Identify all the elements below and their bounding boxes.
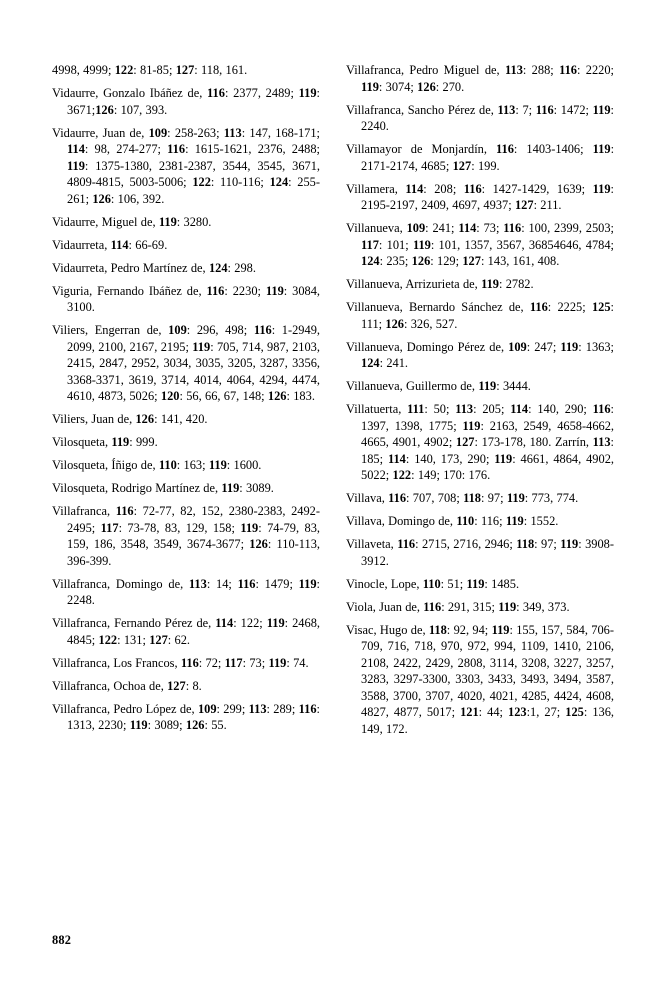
index-entry: Vidaurre, Miguel de, 119: 3280. — [52, 214, 212, 229]
index-entry: Villamera, 114: 208; 116: 1427-1429, 1639; 119: 2195-2197, 2409, 4697, 4937; 127: 211. — [346, 181, 614, 212]
index-entry: Villanueva, Bernardo Sánchez de, 116: 2225; 125: 111; 126: 326, 527. — [346, 300, 614, 331]
index-entry: Vidaurre, Juan de, 109: 258-263; 113: 147, 168-171; 114: 98, 274-277; 116: 1615-1621, 2376, 2488; 119: 1375-1380, 2381-2387, 3544, 3545, 3671, 4809-4815, 5003-5006; 122: 110-116; 124: 255-261; 126: 106, 392. — [52, 125, 321, 206]
index-entry: Vilosqueta, 119: 999. — [52, 435, 158, 449]
index-entry: Villava, Domingo de, 110: 116; 119: 1552. — [346, 514, 559, 528]
index-entry: Villafranca, Los Francos, 116: 72; 117: 73; 119: 74. — [52, 655, 309, 670]
index-entry: Viguria, Fernando Ibáñez de, 116: 2230; 119: 3084, 3100. — [52, 283, 321, 314]
index-entry: Vidaurreta, 114: 66-69. — [52, 237, 168, 252]
index-entry: Visac, Hugo de, 118: 92, 94; 119: 155, 157, 584, 706-709, 716, 718, 970, 972, 994, 1109, 1410, 2106, 2108, 2422, 2429, 2808, 3114, 3208, 3227, 3257, 3283, 3297-3300, 3303, 3433, 3493, 3494, 3587, 3588, 3700, 3707, 4020, 4021, 4285, 4424, 4608, 4827, 4877, 5017; 121: 44; 123:1, 27; 125: 136, 149, 172. — [346, 622, 614, 736]
right-column — [346, 62, 614, 737]
index-entry: Viliers, Engerran de, 109: 296, 498; 116: 1-2949, 2099, 2100, 2167, 2195; 119: 705, 714, 987, 2103, 2415, 2847, 2952, 3034, 3035, 3205, 3287, 3356, 3368-3371, 3619, 3714, 4014, 4064, 4294, 4474, 4610, 4873, 5026; 120: 56, 66, 67, 148; 126: 183. — [52, 323, 320, 403]
index-entry: Villanueva, Guillermo de, 119: 3444. — [346, 379, 531, 393]
index-entry: Villafranca, Domingo de, 113: 14; 116: 1479; 119: 2248. — [52, 576, 320, 607]
index-entry: Viola, Juan de, 116: 291, 315; 119: 349, 373. — [346, 599, 570, 614]
index-entry: Villanueva, Arrizurieta de, 119: 2782. — [346, 277, 534, 291]
index-entry: Villafranca, Sancho Pérez de, 113: 7; 116: 1472; 119: 2240. — [346, 102, 614, 133]
index-entry: Vidaurreta, Pedro Martínez de, 124: 298. — [52, 260, 256, 275]
index-entry: Vilosqueta, Íñigo de, 110: 163; 119: 1600. — [52, 458, 262, 472]
index-entry: Villafranca, Ochoa de, 127: 8. — [52, 678, 202, 693]
index-entry: Villafranca, 116: 72-77, 82, 152, 2380-2383, 2492-2495; 117: 73-78, 83, 129, 158; 119: 74-79, 83, 159, 186, 3548, 3549, 3674-3677; 126: 110-113, 396-399. — [52, 504, 321, 568]
index-entry: Villafranca, Pedro López de, 109: 299; 113: 289; 116: 1313, 2230; 119: 3089; 126: 55. — [52, 701, 320, 732]
index-entry: Villatuerta, 111: 50; 113: 205; 114: 140, 290; 116: 1397, 1398, 1775; 119: 2163, 2549, 4658-4662, 4665, 4901, 4902; 127: 173-178, 180. Zarrín, 113: 185; 114: 140, 173, 290; 119: 4661, 4864, 4902, 5022; 122: 149; 170: 176. — [346, 402, 614, 482]
index-entry: Villava, 116: 707, 708; 118: 97; 119: 773, 774. — [346, 491, 579, 505]
two-column-layout — [52, 62, 615, 737]
left-column — [52, 62, 320, 734]
index-entry: Villamayor de Monjardín, 116: 1403-1406; 119: 2171-2174, 4685; 127: 199. — [346, 142, 615, 173]
index-entry: Villafranca, Fernando Pérez de, 114: 122; 119: 2468, 4845; 122: 131; 127: 62. — [52, 616, 320, 647]
index-entry: 4998, 4999; 122: 81-85; 127: 118, 161. — [52, 63, 248, 77]
index-entry: Villafranca, Pedro Miguel de, 113: 288; 116: 2220; 119: 3074; 126: 270. — [346, 63, 615, 94]
index-entry: Villanueva, Domingo Pérez de, 109: 247; 119: 1363; 124: 241. — [346, 339, 614, 370]
index-entry: Vidaurre, Gonzalo Ibáñez de, 116: 2377, 2489; 119: 3671;126: 107, 393. — [52, 86, 320, 117]
index-entry: Villanueva, 109: 241; 114: 73; 116: 100, 2399, 2503; 117: 101; 119: 101, 1357, 3567, 36854646, 4784; 124: 235; 126: 129; 127: 143, 161, 408. — [346, 221, 614, 268]
page-number: 882 — [52, 933, 72, 947]
index-entry: Villaveta, 116: 2715, 2716, 2946; 118: 97; 119: 3908-3912. — [346, 537, 614, 568]
index-entry: Vinocle, Lope, 110: 51; 119: 1485. — [346, 576, 520, 591]
index-entry: Vilosqueta, Rodrigo Martínez de, 119: 3089. — [52, 481, 274, 495]
index-entry: Viliers, Juan de, 126: 141, 420. — [52, 412, 208, 426]
